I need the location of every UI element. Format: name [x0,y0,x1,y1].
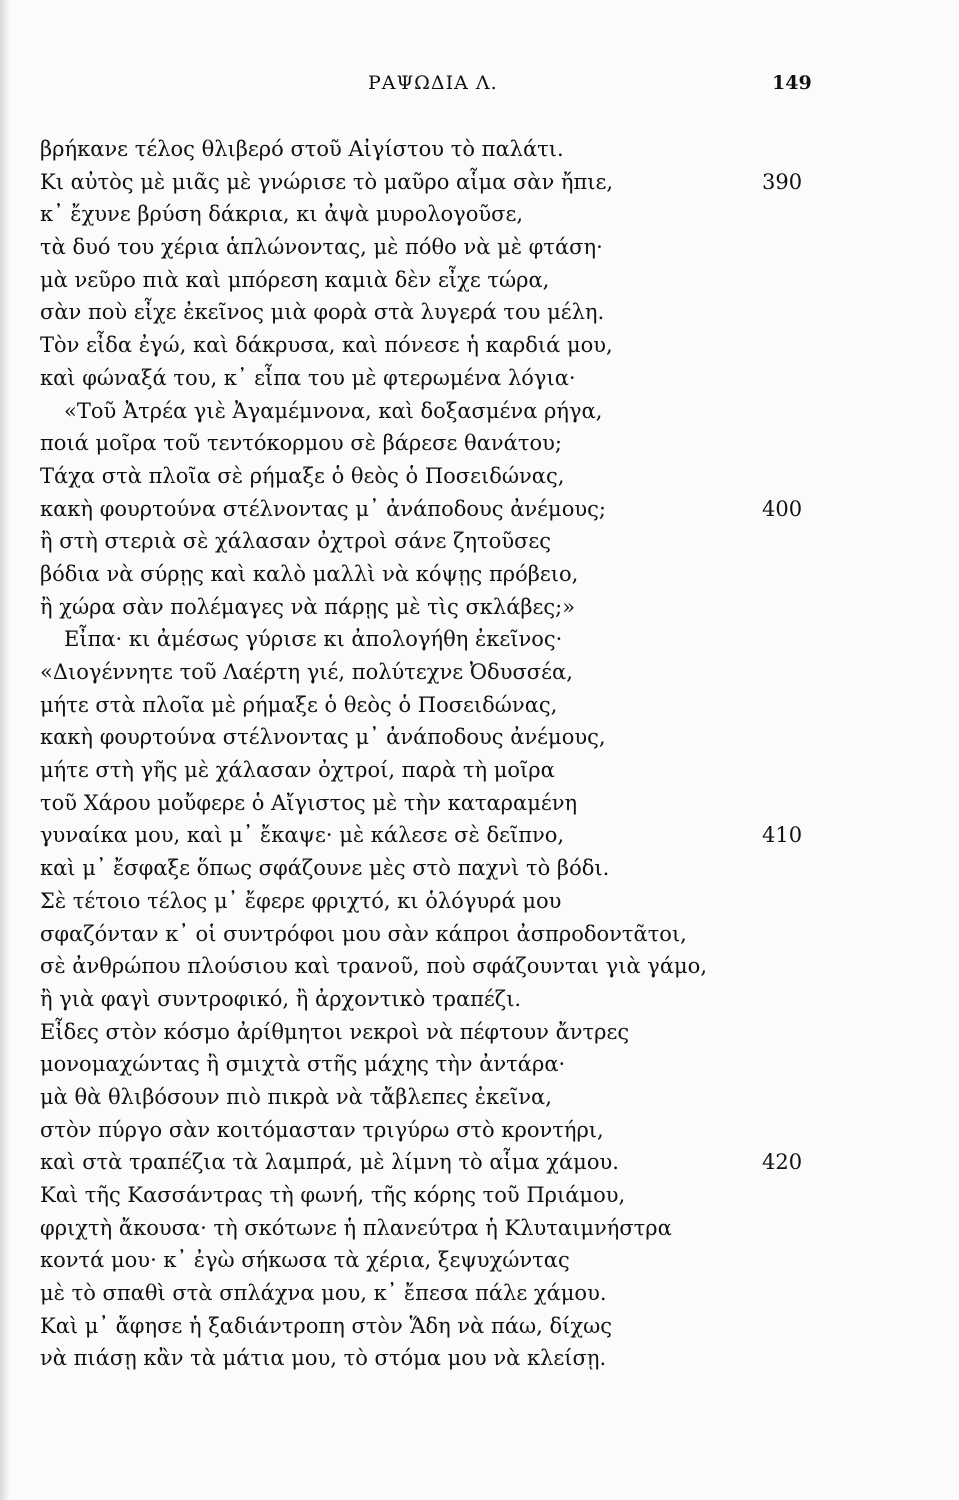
verse-text: σφαζόνταν κ᾽ οἱ συντρόφοι μου σὰν κάπροι ἀσπροδοντᾶτοι, [40,921,687,946]
verse-line [40,493,820,526]
verse-line [40,1310,820,1343]
verse-line [40,264,820,297]
verse-line [40,721,820,754]
verse-line [40,362,820,395]
verse-text: σὲ ἀνθρώπου πλούσιου καὶ τρανοῦ, ποὺ σφάζουνται γιὰ γάμο, [40,954,707,979]
verse-line [40,329,820,362]
verse-line [40,1081,820,1114]
verse-text: μὲ τὸ σπαθὶ στὰ σπλάχνα μου, κ᾽ ἔπεσα πάλε χάμου. [40,1281,607,1306]
verse-line [40,133,820,166]
verse-block [40,133,820,1375]
verse-text: μὰ νεῦρο πιὰ καὶ μπόρεση καμιὰ δὲν εἶχε τώρα, [40,267,550,292]
verse-line [40,1016,820,1049]
verse-text: ἢ γιὰ φαγὶ συντροφικό, ἢ ἀρχοντικὸ τραπέζι. [40,986,522,1011]
verse-line [40,950,820,983]
verse-text: σὰν ποὺ εἶχε ἐκεῖνος μιὰ φορὰ στὰ λυγερά του μέλη. [40,300,605,325]
verse-text: μὰ θὰ θλιβόσουν πιὸ πικρὰ νὰ τἄβλεπες ἐκεῖνα, [40,1084,552,1109]
verse-line [40,689,820,722]
verse-line [40,819,820,852]
verse-text: Καὶ τῆς Κασσάντρας τὴ φωνή, τῆς κόρης τοῦ Πριάμου, [40,1183,626,1207]
verse-text: κ᾽ ἔχυνε βρύση δάκρια, κι ἀψὰ μυρολογοῦσε, [40,202,524,227]
verse-text: μονομαχώντας ἢ σμιχτὰ στῆς μάχης τὴν ἀντάρα· [40,1052,566,1077]
verse-line [40,296,820,329]
verse-line [40,1048,820,1081]
verse-text: βόδια νὰ σύρῃς καὶ καλὸ μαλλὶ νὰ κόψῃς πρόβειο, [40,561,579,586]
verse-text: Καὶ μ᾽ ἄφησε ἡ ξαδιάντροπη στὸν Ἅδη νὰ πάω, δίχως [40,1313,612,1338]
verse-line [40,885,820,918]
verse-line [40,525,820,558]
verse-line [40,558,820,591]
verse-text: γυναίκα μου, καὶ μ᾽ ἔκαψε· μὲ κάλεσε σὲ δεῖπνο, [40,823,565,848]
verse-line [40,656,820,689]
verse-text: μήτε στὰ πλοῖα μὲ ρήμαξε ὁ θεὸς ὁ Ποσειδώνας, [40,692,558,717]
verse-line [40,198,820,231]
gutter-shadow [0,0,10,1500]
line-number: 410 [762,823,803,848]
page-number: 149 [772,72,812,94]
line-number: 390 [762,169,803,194]
verse-text: «Διογέννητε τοῦ Λαέρτη γιέ, πολύτεχνε Ὀδυσσέα, [40,660,573,684]
verse-line [40,1179,820,1212]
verse-text: κοντά μου· κ᾽ ἐγὼ σήκωσα τὰ χέρια, ξεψυχώντας [40,1248,570,1273]
verse-text: Εἶδες στὸν κόσμο ἀρίθμητοι νεκροὶ νὰ πέφτουν ἄντρες [40,1019,630,1044]
verse-text: τὰ δυό του χέρια ἁπλώνοντας, μὲ πόθο νὰ μὲ φτάση· [40,235,603,260]
line-number: 400 [762,496,803,521]
verse-line [40,1146,820,1179]
verse-text: Τάχα στὰ πλοῖα σὲ ρήμαξε ὁ θεὸς ὁ Ποσειδώνας, [40,463,565,488]
verse-text: καὶ στὰ τραπέζια τὰ λαμπρά, μὲ λίμνη τὸ αἷμα χάμου. [40,1150,619,1175]
verse-line [40,395,820,428]
verse-line [40,983,820,1016]
verse-line [40,754,820,787]
verse-text: ἢ στὴ στεριὰ σὲ χάλασαν ὀχτροὶ σάνε ζητοῦσες [40,529,552,554]
verse-line [40,918,820,951]
verse-text: κακὴ φουρτούνα στέλνοντας μ᾽ ἀνάποδους ἀνέμους; [40,496,606,521]
verse-line [40,1212,820,1245]
verse-text: ἢ χώρα σὰν πολέμαγες νὰ πάρῃς μὲ τὶς σκλάβες;» [40,594,576,619]
verse-line [40,231,820,264]
verse-text: βρήκανε τέλος θλιβερό στοῦ Αἰγίστου τὸ παλάτι. [40,137,564,161]
verse-line [40,1114,820,1147]
verse-text: μήτε στὴ γῆς μὲ χάλασαν ὀχτροί, παρὰ τὴ μοῖρα [40,758,555,783]
verse-text: νὰ πιάσῃ κἂν τὰ μάτια μου, τὸ στόμα μου νὰ κλείσῃ. [40,1346,607,1371]
verse-text: καὶ φώναξά του, κ᾽ εἶπα του μὲ φτερωμένα λόγια· [40,365,576,390]
verse-text: στὸν πύργο σὰν κοιτόμασταν τριγύρω στὸ κροντήρι, [40,1117,604,1142]
verse-text: Εἶπα· κι ἀμέσως γύρισε κι ἀπολογήθη ἐκεῖνος· [64,627,563,652]
verse-line [40,1277,820,1310]
running-title: ΡΑΨΩΔΙΑ Λ. [368,72,498,94]
verse-text: Τὸν εἶδα ἐγώ, καὶ δάκρυσα, καὶ πόνεσε ἡ καρδιά μου, [40,333,613,358]
verse-line [40,1342,820,1375]
verse-line [40,591,820,624]
verse-line [40,427,820,460]
page-header [0,72,959,102]
verse-line [40,852,820,885]
verse-line [40,787,820,820]
verse-text: «Τοῦ Ἀτρέα γιὲ Ἀγαμέμνονα, καὶ δοξασμένα ρήγα, [64,398,603,423]
verse-text: φριχτὴ ἄκουσα· τὴ σκότωνε ἡ πλανεύτρα ἡ Κλυταιμνήστρα [40,1215,672,1240]
verse-text: κακὴ φουρτούνα στέλνοντας μ᾽ ἀνάποδους ἀνέμους, [40,725,606,750]
verse-line [40,460,820,493]
verse-text: καὶ μ᾽ ἔσφαξε ὅπως σφάζουνε μὲς στὸ παχνὶ τὸ βόδι. [40,856,610,881]
verse-text: Σὲ τέτοιο τέλος μ᾽ ἔφερε φριχτό, κι ὁλόγυρά μου [40,888,562,913]
verse-text: Κι αὐτὸς μὲ μιᾶς μὲ γνώρισε τὸ μαῦρο αἷμα σὰν ἤπιε, [40,169,614,194]
verse-line [40,166,820,199]
verse-line [40,623,820,656]
verse-text: τοῦ Χάρου μοὔφερε ὁ Αἴγιστος μὲ τὴν καταραμένη [40,790,578,815]
verse-text: ποιά μοῖρα τοῦ τεντόκορμου σὲ βάρεσε θανάτου; [40,431,562,456]
line-number: 420 [762,1150,803,1175]
verse-line [40,1244,820,1277]
